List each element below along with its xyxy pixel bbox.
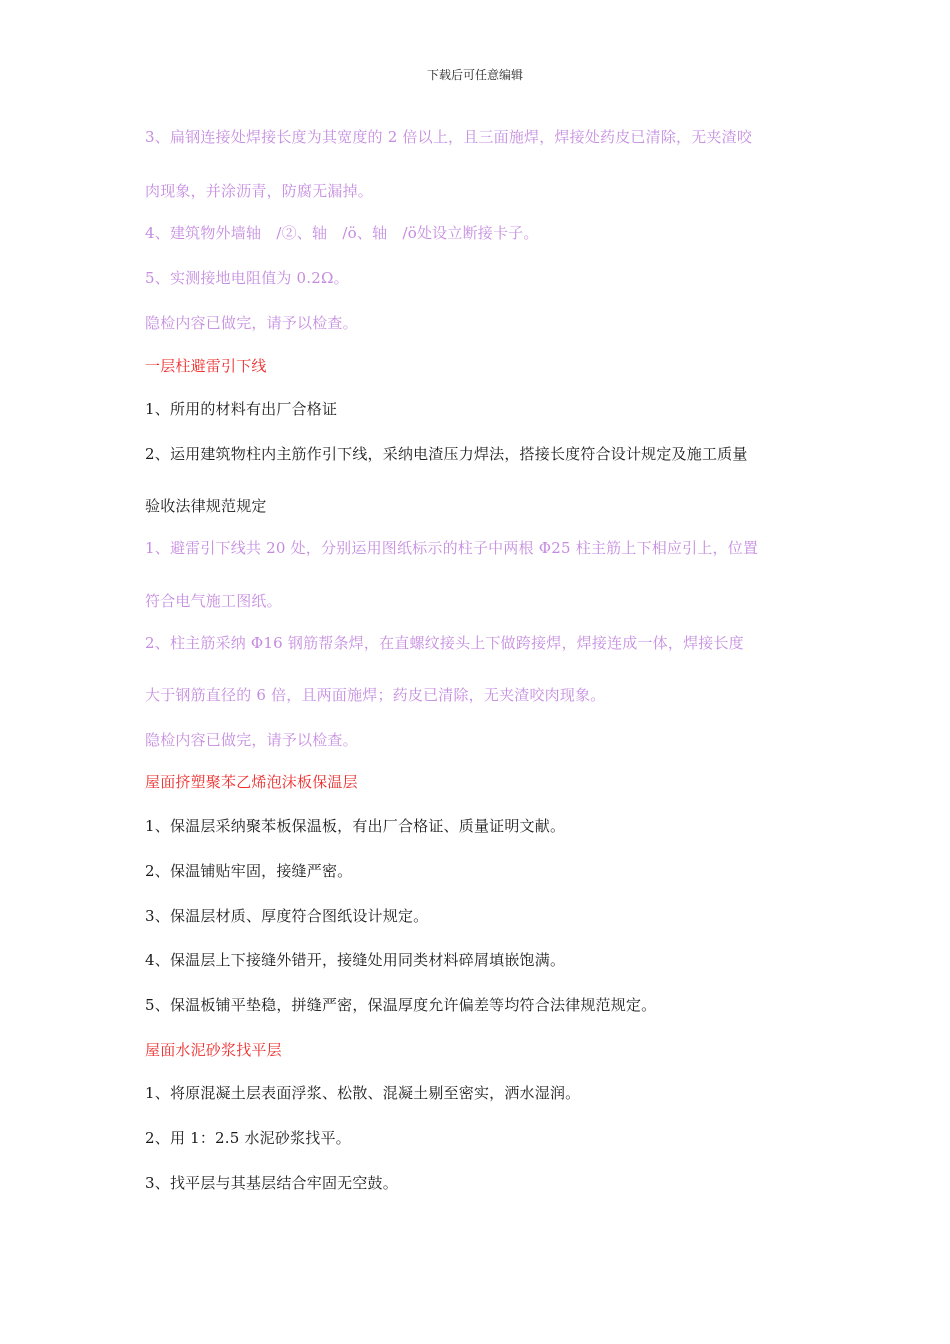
text-line: 1、保温层采纳聚苯板保温板，有出厂合格证、质量证明文献。 (145, 817, 566, 835)
text-line: 2、运用建筑物柱内主筋作引下线，采纳电渣压力焊法，搭接长度符合设计规定及施工质量 (145, 445, 748, 463)
text-line: 2、柱主筋采纳 Φ16 钢筋帮条焊，在直螺纹接头上下做跨接焊，焊接连成一体，焊接长度 (145, 634, 744, 652)
text-line: 隐检内容已做完，请予以检查。 (145, 731, 358, 749)
text-line: 3、扁钢连接处焊接长度为其宽度的 2 倍以上，且三面施焊，焊接处药皮已清除，无夹渣咬 (145, 128, 753, 146)
text-line: 3、保温层材质、厚度符合图纸设计规定。 (145, 907, 429, 925)
text-line: 验收法律规范规定 (145, 497, 267, 515)
text-line: 5、实测接地电阻值为 0.2Ω。 (145, 269, 349, 287)
text-line: 符合电气施工图纸。 (145, 592, 282, 610)
text-line: 4、保温层上下接缝外错开，接缝处用同类材料碎屑填嵌饱满。 (145, 951, 566, 969)
page-header: 下载后可任意编辑 (426, 68, 523, 82)
text-line: 肉现象，并涂沥青，防腐无漏掉。 (145, 182, 374, 200)
text-line: 2、保温铺贴牢固，接缝严密。 (145, 862, 353, 880)
text-line: 1、将原混凝土层表面浮浆、松散、混凝土剔至密实，洒水湿润。 (145, 1084, 581, 1102)
text-line: 大于钢筋直径的 6 倍，且两面施焊；药皮已清除，无夹渣咬肉现象。 (145, 686, 606, 704)
text-line: 1、所用的材料有出厂合格证 (145, 400, 338, 418)
text-line: 2、用 1：2.5 水泥砂浆找平。 (145, 1129, 351, 1147)
text-line: 1、避雷引下线共 20 处，分别运用图纸标示的柱子中两根 Φ25 柱主筋上下相应引上，位置 (145, 539, 759, 557)
section-heading: 屋面挤塑聚苯乙烯泡沫板保温层 (145, 773, 358, 791)
section-heading: 一层柱避雷引下线 (145, 357, 267, 375)
text-line: 3、找平层与其基层结合牢固无空鼓。 (145, 1174, 398, 1192)
section-heading: 屋面水泥砂浆找平层 (145, 1041, 282, 1059)
text-line: 隐检内容已做完，请予以检查。 (145, 314, 358, 332)
text-line: 4、建筑物外墙轴 /②、轴 /ö、轴 /ö处设立断接卡子。 (145, 224, 539, 242)
text-line: 5、保温板铺平垫稳，拼缝严密，保温厚度允许偏差等均符合法律规范规定。 (145, 996, 657, 1014)
